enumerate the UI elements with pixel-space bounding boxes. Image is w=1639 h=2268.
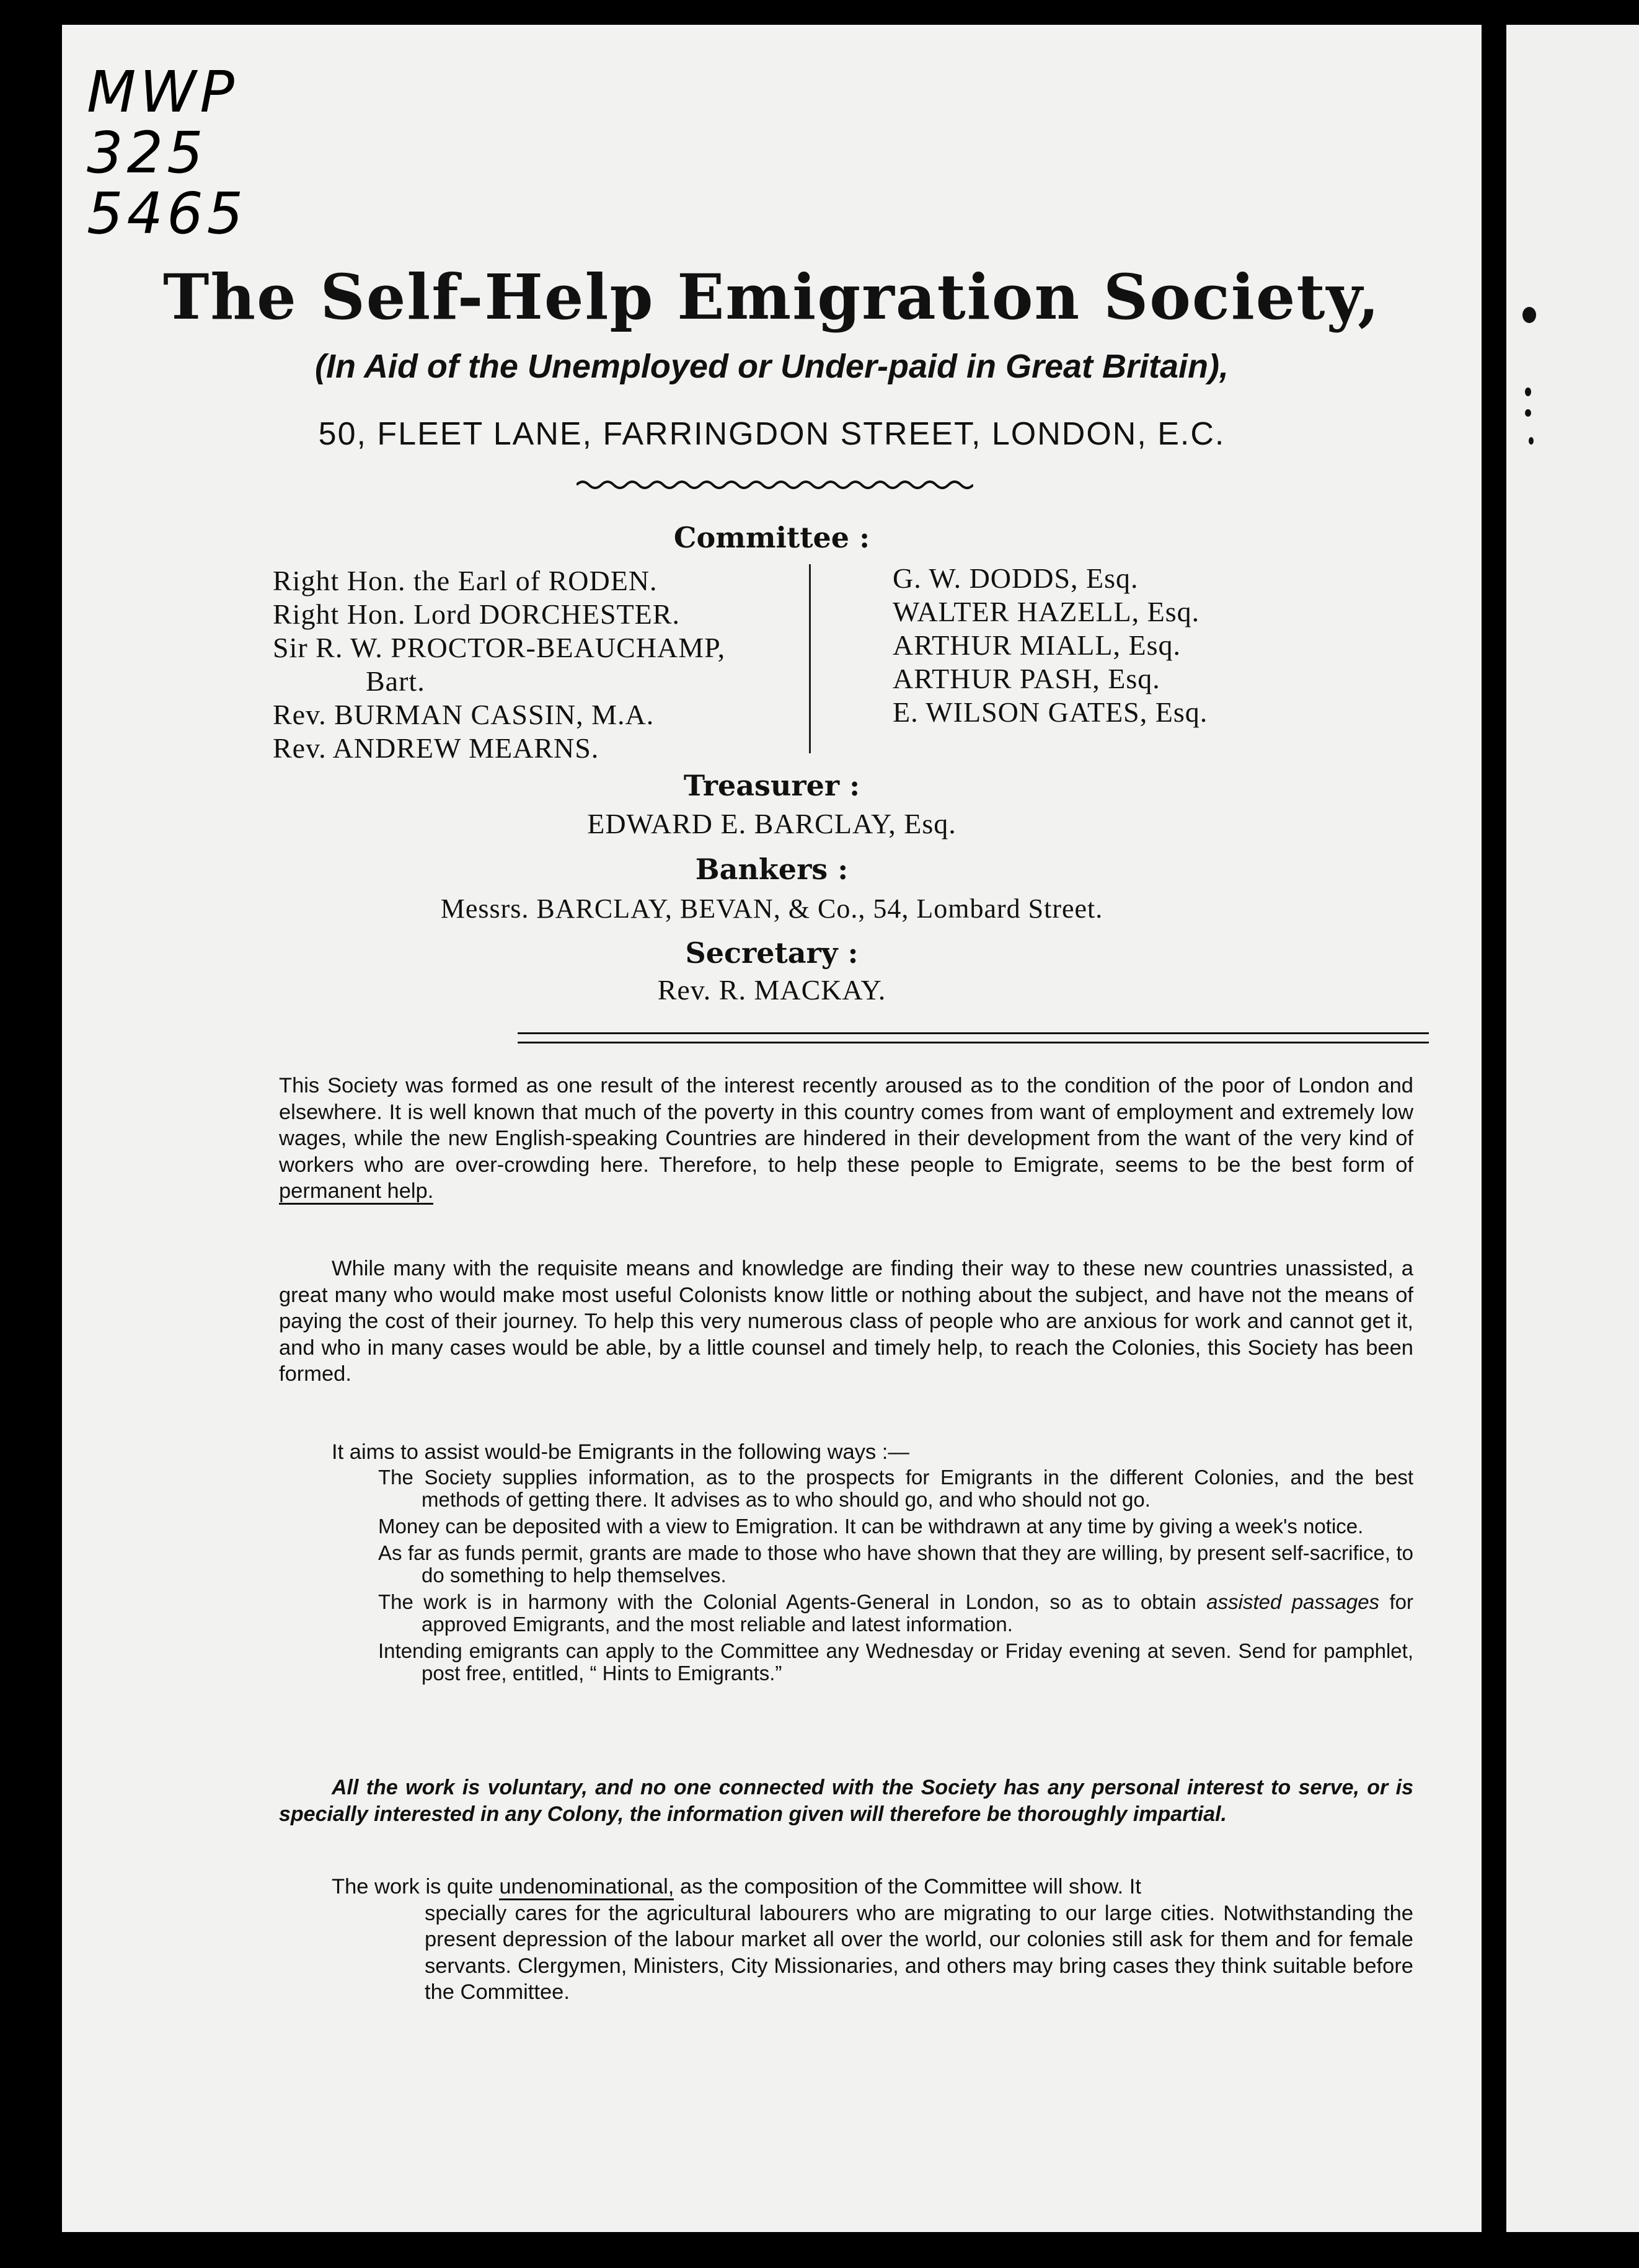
aims-intro: It aims to assist would-be Emigrants in the following ways :— bbox=[332, 1440, 909, 1464]
ink-speck bbox=[1525, 409, 1531, 417]
intro-paragraph bbox=[279, 1073, 1413, 1205]
catalog-line: 5465 bbox=[87, 180, 247, 247]
undenominational-first-line bbox=[332, 1874, 1413, 1900]
undenominational-paragraph bbox=[332, 1874, 1413, 2006]
aims-list-item: As far as funds permit, grants are made to those who have shown that they are willing, by present self-sacrifice, to do something to help themselves. bbox=[378, 1541, 1413, 1587]
double-rule-divider bbox=[518, 1032, 1429, 1043]
committee-member-continuation: Bart. bbox=[366, 665, 425, 697]
aims-list bbox=[378, 1466, 1413, 1689]
aims-text: The work is in harmony with the Colonial Agents-General in London, so as to obtain bbox=[378, 1590, 1196, 1613]
committee-heading: Committee : bbox=[673, 521, 870, 554]
committee-member: Right Hon. Lord DORCHESTER. bbox=[273, 598, 680, 630]
aims-text: for approved Emigrants, and the most reliable and latest information. bbox=[422, 1590, 1414, 1636]
committee-member: WALTER HAZELL, Esq. bbox=[893, 596, 1200, 627]
committee-member: Rev. ANDREW MEARNS. bbox=[273, 732, 599, 764]
committee-member: G. W. DODDS, Esq. bbox=[893, 562, 1139, 594]
catalog-line: 325 bbox=[87, 120, 207, 186]
secretary-name: Rev. R. MACKAY. bbox=[657, 974, 886, 1006]
secretary-heading: Secretary : bbox=[685, 936, 859, 970]
ornamental-wave-divider bbox=[577, 477, 973, 492]
catalog-line: MWP bbox=[87, 59, 238, 125]
treasurer-heading: Treasurer : bbox=[683, 769, 860, 802]
society-address: 50, FLEET LANE, FARRINGDON STREET, LONDON, E.C. bbox=[318, 416, 1226, 452]
intro-text: This Society was formed as one result of the interest recently aroused as to the condition of the poor of London and elsewhere. It is well known that much of the poverty in this country comes from want of employment and extremely low wages, while the new English-speaking Countries are hindered in their development from the want of the very kind of workers who are over-crowding here. Therefore, to help these people to Emigrate, seems to be the best form of bbox=[279, 1074, 1413, 1177]
committee-member: Right Hon. the Earl of RODEN. bbox=[273, 565, 658, 596]
society-title: The Self-Help Emigration Society, bbox=[163, 260, 1381, 334]
aims-list-item bbox=[378, 1591, 1413, 1636]
bankers-heading: Bankers : bbox=[695, 853, 849, 886]
paragraph-text: as the composition of the Committee will show. It bbox=[679, 1875, 1141, 1898]
aims-list-item: Intending emigrants can apply to the Committee any Wednesday or Friday evening at seven. Send for pamphlet, post free, entitled, “ Hints to Emigrants.” bbox=[378, 1639, 1413, 1685]
committee-member: E. WILSON GATES, Esq. bbox=[893, 696, 1208, 728]
document-page bbox=[62, 25, 1482, 2232]
committee-column-divider bbox=[809, 564, 811, 753]
paragraph-text: The work is quite bbox=[332, 1875, 493, 1898]
underlined-phrase: undenominational, bbox=[499, 1875, 674, 1900]
italic-phrase: assisted passages bbox=[1206, 1590, 1380, 1613]
aims-list-item: The Society supplies information, as to the prospects for Emigrants in the different Colonies, and the best methods of getting there. It advises as to who should go, and who should not go. bbox=[378, 1466, 1413, 1511]
treasurer-name: EDWARD E. BARCLAY, Esq. bbox=[587, 808, 956, 839]
committee-member: Sir R. W. PROCTOR-BEAUCHAMP, bbox=[273, 632, 726, 663]
purpose-paragraph: While many with the requisite means and knowledge are finding their way to these new countries unassisted, a great many who would make most useful Colonists know little or nothing about the subject, and have not the means of paying the cost of their journey. To help this very numerous class of people who are anxious for work and cannot get it, and who in many cases would be able, by a little counsel and timely help, to reach the Colonies, this Society has been formed. bbox=[279, 1257, 1413, 1386]
ink-speck bbox=[1522, 307, 1536, 323]
adjacent-page-edge bbox=[1506, 25, 1639, 2232]
handwritten-catalog-mark bbox=[87, 59, 247, 247]
committee-member: ARTHUR PASH, Esq. bbox=[893, 663, 1160, 694]
undenominational-rest: specially cares for the agricultural labourers who are migrating to our large cities. Notwithstanding the present depression of the labour market all over the world, our colonies still ask for them and for female servants. Clergymen, Ministers, City Missionaries, and others may bring cases they think suitable before the Committee. bbox=[425, 1901, 1413, 2004]
ink-speck bbox=[1525, 388, 1531, 396]
committee-left-column bbox=[273, 564, 725, 765]
committee-member: ARTHUR MIALL, Esq. bbox=[893, 629, 1181, 661]
ink-speck bbox=[1529, 437, 1534, 445]
underlined-phrase: permanent help. bbox=[279, 1179, 433, 1205]
committee-member: Rev. BURMAN CASSIN, M.A. bbox=[273, 699, 655, 730]
bankers-name: Messrs. BARCLAY, BEVAN, & Co., 54, Lombard Street. bbox=[440, 893, 1103, 924]
society-subtitle: (In Aid of the Unemployed or Under-paid in Great Britain), bbox=[314, 348, 1229, 385]
aims-list-item: Money can be deposited with a view to Emigration. It can be withdrawn at any time by giving a week's notice. bbox=[378, 1515, 1364, 1538]
voluntary-paragraph: All the work is voluntary, and no one connected with the Society has any personal interest to serve, or is specially interested in any Colony, the information given will therefore be thoroughly impartial. bbox=[279, 1776, 1413, 1826]
committee-right-column bbox=[893, 562, 1208, 729]
